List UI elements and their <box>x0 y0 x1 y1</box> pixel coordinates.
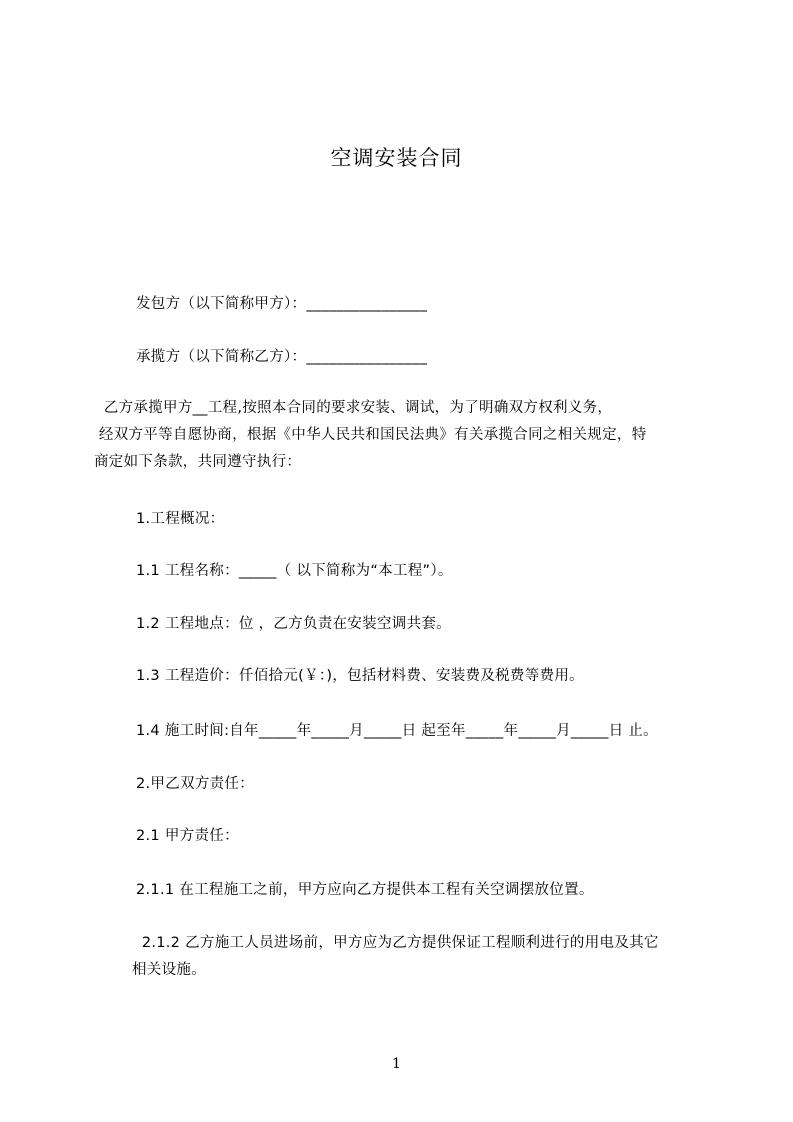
section-2-heading: 2.甲乙双方责任： <box>136 776 255 792</box>
document-title: 空调安装合同 <box>330 146 463 170</box>
party-b-line: 承揽方（以下简称乙方）：________________ <box>136 349 428 365</box>
preamble-paragraph <box>94 395 706 476</box>
party-a-line: 发包方（以下简称甲方）：________________ <box>136 296 428 312</box>
clause-1-3: 1.3 工程造价：仟佰拾元(￥：)，包括材料费、安装费及税费等费用。 <box>136 668 584 684</box>
clause-2-1: 2.1 甲方责任： <box>136 828 239 844</box>
page-number: 1 <box>392 1056 401 1072</box>
clause-1-1: 1.1 工程名称：_____（ 以下简称为“本工程”）。 <box>136 563 453 579</box>
preamble-line: 经双方平等自愿协商，根据《中华人民共和国民法典》有关承揽合同之相关规定，特 <box>94 427 647 443</box>
preamble-line: 商定如下条款，共同遵守执行： <box>94 454 302 470</box>
clause-2-1-1: 2.1.1 在工程施工之前，甲方应向乙方提供本工程有关空调摆放位置。 <box>136 882 594 898</box>
clause-2-1-2 <box>132 930 712 984</box>
clause-1-2: 1.2 工程地点：位 ，乙方负责在安装空调共套。 <box>136 616 451 632</box>
section-1-heading: 1.工程概况： <box>136 511 225 527</box>
clause-1-4: 1.4 施工时间:自年_____年_____月_____日 起至年_____年_____月_____日 止。 <box>136 723 658 739</box>
clause-line: 2.1.2 乙方施工人员进场前，甲方应为乙方提供保证工程顺利进行的用电及其它 <box>132 935 659 951</box>
preamble-line: 乙方承揽甲方__工程,按照本合同的要求安装、调试，为了明确双方权利义务， <box>94 400 613 416</box>
clause-line: 相关设施。 <box>132 962 206 978</box>
